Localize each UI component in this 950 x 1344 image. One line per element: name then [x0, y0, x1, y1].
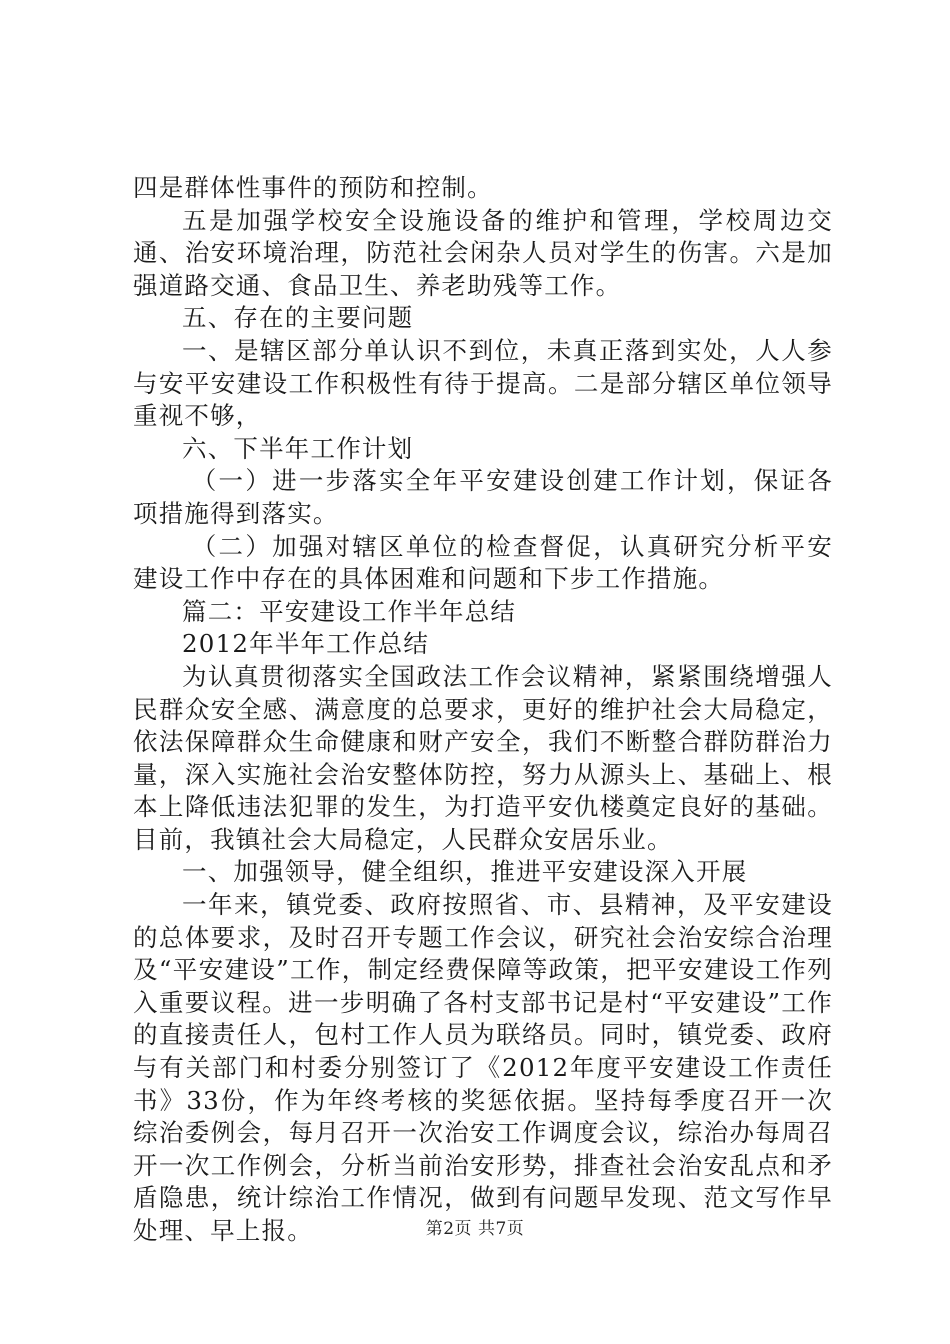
page-number-footer: 第2页 共7页	[425, 1219, 525, 1239]
paragraph: （二）加强对辖区单位的检查督促，认真研究分析平安建设工作中存在的具体困难和问题和下步工作措施。	[133, 531, 833, 594]
paragraph: 四是群体性事件的预防和控制。	[133, 173, 493, 202]
article-subtitle: 2012年半年工作总结	[182, 629, 430, 659]
section-heading: 五、存在的主要问题	[182, 303, 414, 333]
paragraph: 一、是辖区部分单认识不到位，未真正落到实处，人人参与安平安建设工作积极性有待于提高。二是部分辖区单位领导重视不够，	[133, 335, 833, 431]
paragraph: 五是加强学校安全设施设备的维护和管理，学校周边交通、治安环境治理，防范社会闲杂人员对学生的伤害。六是加强道路交通、食品卫生、养老助残等工作。	[133, 205, 833, 300]
document-body	[133, 172, 833, 1248]
article-heading: 篇二：平安建设工作半年总结	[182, 596, 517, 626]
paragraph: （一）进一步落实全年平安建设创建工作计划，保证各项措施得到落实。	[133, 466, 833, 528]
section-heading: 六、下半年工作计划	[182, 433, 414, 463]
paragraph: 一年来，镇党委、政府按照省、市、县精神，及平安建设的总体要求，及时召开专题工作会议，研究社会治安综合治理及“平安建设”工作，制定经费保障等政策，把平安建设工作列入重要议程。进一步明确了各村支部书记是村“平安建设”工作的直接责任人，包村工作人员为联络员。同时，镇党委、政府与有关部门和村委分别签订了《2012年度平安建设工作责任书》33份，作为年终考核的奖惩依据。坚持每季度召开一次综治委例会，每月召开一次治安工作调度会议，综治办每周召开一次工作例会，分析当前治安形势，排查社会治安乱点和矛盾隐患，统计综治工作情况，做到有问题早发现、范文写作早处理、早上报。	[133, 890, 833, 1245]
section-heading: 一、加强领导，健全组织，推进平安建设深入开展	[182, 857, 748, 887]
paragraph: 为认真贯彻落实全国政法工作会议精神，紧紧围绕增强人民群众安全感、满意度的总要求，更好的维护社会大局稳定，依法保障群众生命健康和财产安全，我们不断整合群防群治力量，深入实施社会治安整体防控，努力从源头上、基础上、根本上降低违法犯罪的发生，为打造平安仇楼奠定良好的基础。目前，我镇社会大局稳定，人民群众安居乐业。	[133, 661, 833, 854]
